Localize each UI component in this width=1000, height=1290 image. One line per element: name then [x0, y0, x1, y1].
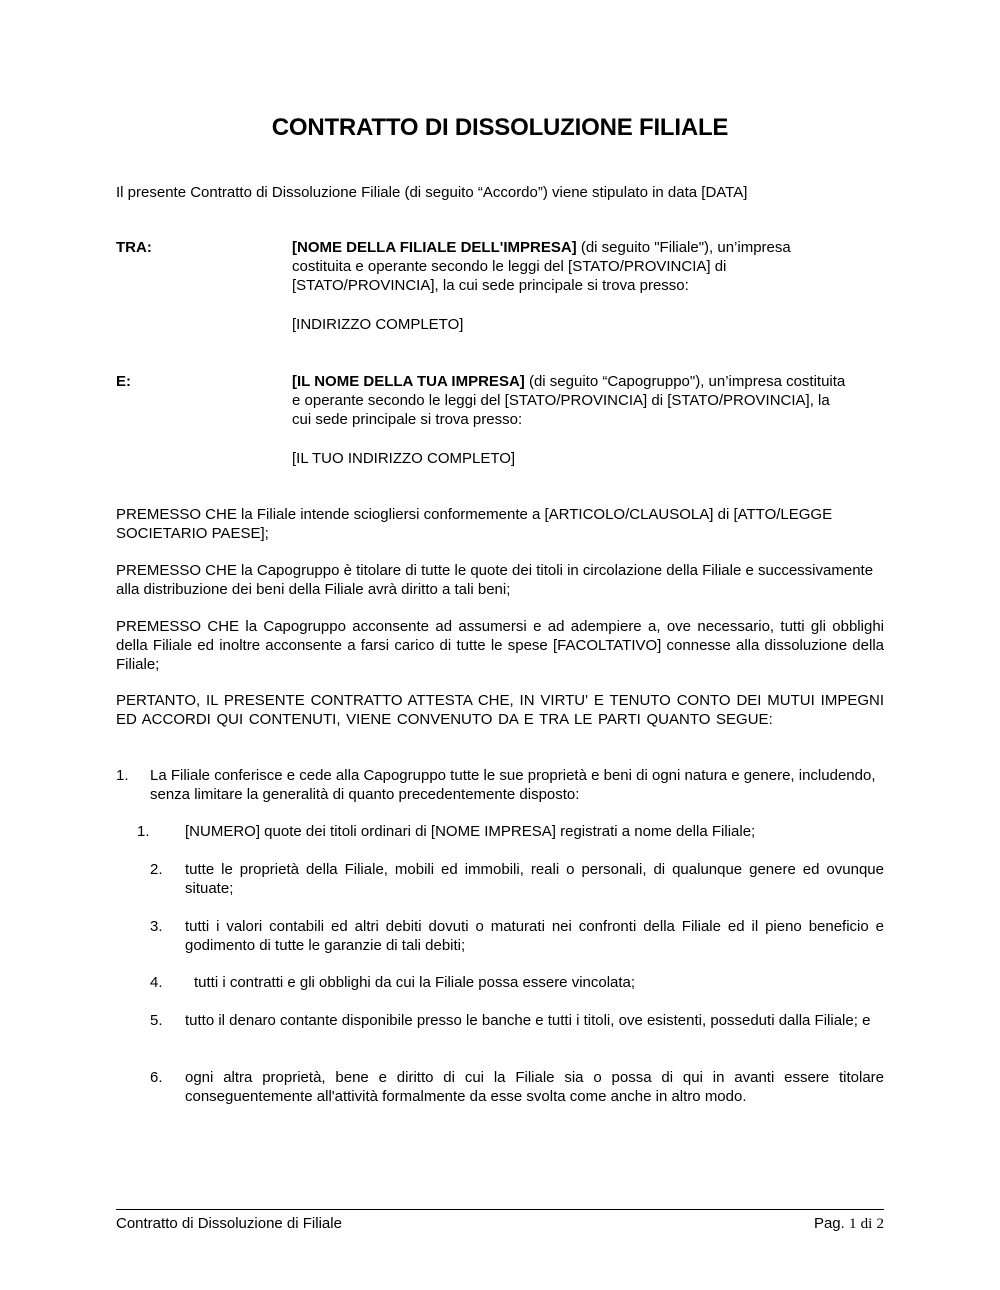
footer-page-number: [814, 1215, 884, 1233]
party-details: (di seguito "Filiale"), un’impresa costituita e operante secondo le leggi del [STATO/PROVINCIA] di [STATO/PROVINCIA], la cui sede principale si trova presso:: [292, 239, 791, 294]
party-address: [IL TUO INDIRIZZO COMPLETO]: [292, 450, 516, 467]
recital-paragraph: PREMESSO CHE la Capogruppo è titolare di tutte le quote dei titoli in circolazione della Filiale e successivamente alla distribuzione dei beni della Filiale avrà diritto a tali beni;: [116, 562, 874, 598]
recital-paragraph: PREMESSO CHE la Capogruppo acconsente ad assumersi e ad adempiere a, ove necessario, tutti gli obblighi della Filiale ed inoltre acconsente a farsi carico di tutte le spese [FACOLTATIVO] connesse alla dissoluzione della Filiale;: [116, 618, 884, 673]
recital-whereas-paragraph: PERTANTO, IL PRESENTE CONTRATTO ATTESTA CHE, IN VIRTU' E TENUTO CONTO DEI MUTUI IMPEGNI ED ACCORDI QUI CONTENUTI, VIENE CONVENUTO DA E TRA LE PARTI QUANTO SEGUE:: [116, 692, 884, 728]
subitem-number: 4.: [150, 974, 163, 991]
intro-paragraph: Il presente Contratto di Dissoluzione Filiale (di seguito “Accordo”) viene stipulato in data [DATA]: [116, 184, 748, 201]
subitem-text: tutti i valori contabili ed altri debiti dovuti o maturati nei confronti della Filiale ed il pieno beneficio e godimento di tutte le garanzie di tali debiti;: [185, 918, 884, 954]
party-name: [IL NOME DELLA TUA IMPRESA]: [292, 373, 525, 390]
subitem-number: 6.: [150, 1069, 163, 1086]
footer-divider: [116, 1209, 884, 1210]
clause-text: La Filiale conferisce e cede alla Capogruppo tutte le sue proprietà e beni di ogni natura e genere, includendo, senza limitare la generalità di quanto precedentemente disposto:: [150, 767, 876, 803]
document-title: CONTRATTO DI DISSOLUZIONE FILIALE: [271, 114, 729, 141]
party-description: [292, 372, 852, 429]
subitem-number: 1.: [137, 823, 150, 840]
subitem-text: tutto il denaro contante disponibile presso le banche e tutti i titoli, ove esistenti, posseduti dalla Filiale; e: [185, 1012, 871, 1029]
clause-number: 1.: [116, 767, 129, 784]
subitem-text: tutti i contratti e gli obblighi da cui la Filiale possa essere vincolata;: [194, 974, 636, 991]
subitem-text: [NUMERO] quote dei titoli ordinari di [NOME IMPRESA] registrati a nome della Filiale;: [185, 823, 756, 840]
page-separator: di: [860, 1216, 873, 1232]
subitem-number: 5.: [150, 1012, 163, 1029]
subitem-text: tutte le proprietà della Filiale, mobili ed immobili, reali o personali, di qualunque genere ed ovunque situate;: [185, 861, 884, 897]
subitem-number: 2.: [150, 861, 163, 878]
page-prefix: Pag.: [813, 1215, 845, 1232]
party-description: [292, 238, 852, 295]
party-address: [INDIRIZZO COMPLETO]: [292, 316, 464, 333]
recital-paragraph: PREMESSO CHE la Filiale intende sciogliersi conformemente a [ARTICOLO/CLAUSOLA] di [ATTO/LEGGE SOCIETARIO PAESE];: [116, 506, 833, 542]
page-current: 1: [848, 1216, 857, 1232]
party-name: [NOME DELLA FILIALE DELL'IMPRESA]: [292, 239, 577, 256]
party-label: TRA:: [116, 239, 152, 256]
page-total: 2: [876, 1216, 884, 1232]
party-details: (di seguito “Capogruppo"), un’impresa costituita e operante secondo le leggi del [STATO/PROVINCIA] di [STATO/PROVINCIA], la cui sede principale si trova presso:: [292, 373, 846, 428]
party-label: E:: [116, 373, 131, 390]
footer-document-name: Contratto di Dissoluzione di Filiale: [116, 1215, 342, 1232]
subitem-text: ogni altra proprietà, bene e diritto di cui la Filiale sia o possa di qui in avanti essere titolare conseguentemente all'attività formalmente da esse svolta come anche in altro modo.: [185, 1069, 884, 1105]
subitem-number: 3.: [150, 918, 163, 935]
